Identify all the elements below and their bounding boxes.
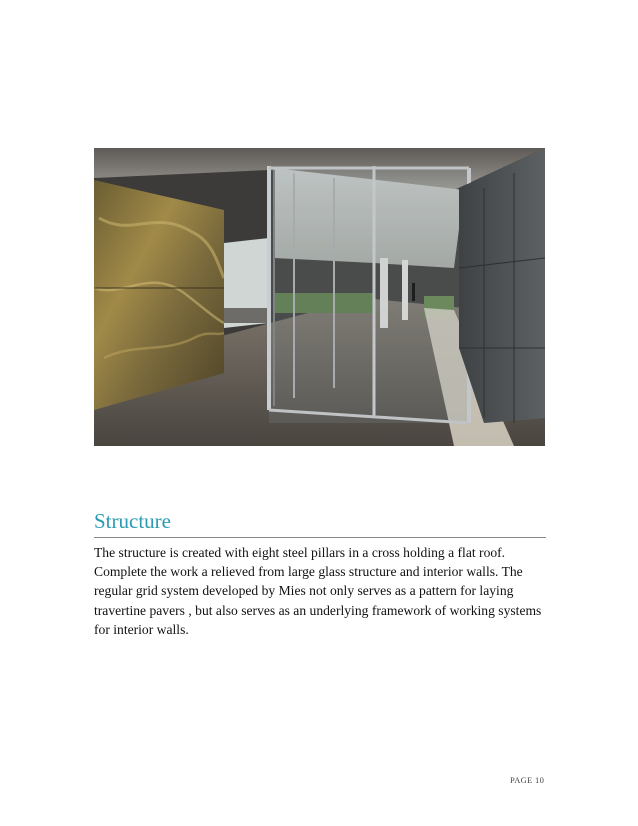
pavilion-photo: [94, 148, 545, 446]
section-heading: Structure: [94, 506, 546, 538]
page-number: PAGE 10: [510, 775, 545, 785]
section-paragraph: The structure is created with eight steel pillars in a cross holding a flat roof. Complete the work a relieved from large glass structure and interior walls. The regular grid system developed by Mies not only serves as a pattern for laying travertine pavers , but also serves as an underlying framework of working systems for interior walls.: [94, 545, 542, 637]
